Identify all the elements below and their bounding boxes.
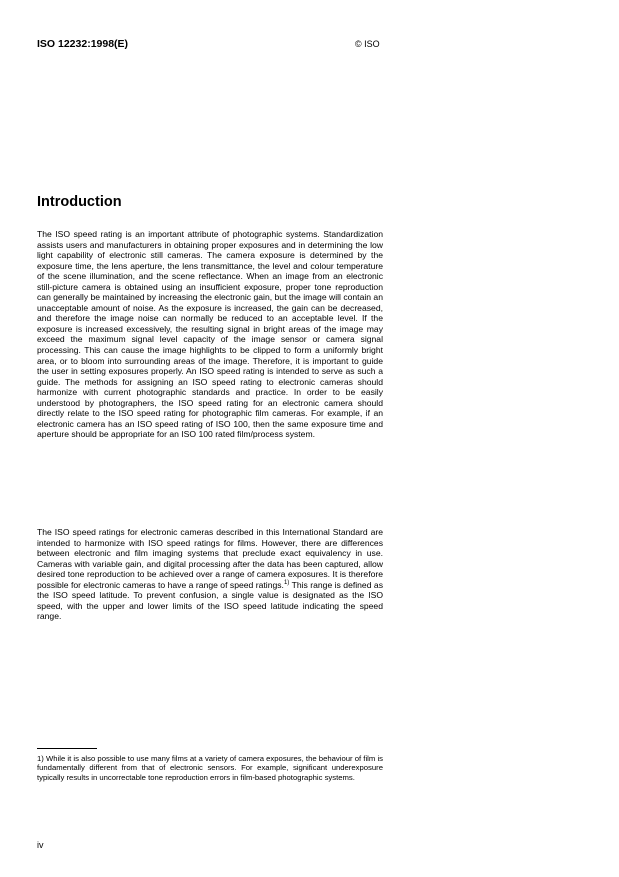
page-number: iv <box>37 840 44 850</box>
introduction-paragraph-1: The ISO speed rating is an important attribute of photographic systems. Standardization assists users and manufacturers in obtaining proper exposures and in determining the low light capability of electronic still cameras. The camera exposure is determined by the exposure time, the lens aperture, the lens transmittance, the level and colour temperature of the scene illumination, and the scene reflectance. When an image from an electronic still-picture camera is obtained using an insufficient exposure, proper tone reproduction can generally be maintained by increasing the electronic gain, but the image will contain an unacceptable amount of noise. As the exposure is increased, the gain can be decreased, and therefore the image noise can normally be reduced to an acceptable level. If the exposure is increased excessively, the resulting signal in bright areas of the image may exceed the maximum signal level capacity of the image sensor or camera signal processing. This can cause the image highlights to be clipped to form a uniformly bright area, or to bloom into surrounding areas of the image. Therefore, it is important to guide the user in setting exposures properly. An ISO speed rating is intended to serve as such a guide. The methods for assigning an ISO speed rating to electronic cameras should harmonize with current photographic standards and practice. In order to be easily understood by photographers, the ISO speed rating for an electronic camera should directly relate to the ISO speed rating for photographic film cameras. For example, if an electronic camera has an ISO speed rating of ISO 100, then the same exposure time and aperture should be appropriate for an ISO 100 rated film/process system. <box>37 229 383 440</box>
footnote-reference: 1) <box>283 579 290 586</box>
paragraph-2-text: The ISO speed ratings for electronic cameras described in this International Standard are intended to harmonize with ISO speed ratings for films. However, there are differences between electronic and film imaging systems that preclude exact equivalency in use. Cameras with variable gain, and digital processing after the data has been captured, allow desired tone reproduction to be achieved over a range of camera exposures. It is therefore possible for electronic cameras to have a range of speed ratings. <box>37 527 383 590</box>
paragraph-2-text-cont: This range is defined as the ISO speed latitude. To prevent confusion, a single value is designated as the ISO speed, with the upper and lower limits of the ISO speed latitude indicating the speed range. <box>37 579 383 622</box>
introduction-paragraph-2 <box>37 527 383 622</box>
document-id: ISO 12232:1998(E) <box>37 38 129 50</box>
section-title: Introduction <box>37 194 122 210</box>
footnote-separator <box>37 748 97 749</box>
copyright-notice: © ISO <box>355 39 380 49</box>
footnote: 1) While it is also possible to use many films at a variety of camera exposures, the behaviour of film is fundamentally different from that of electronic sensors. For example, significant underexposure typically results in uncorrectable tone reproduction errors in film-based photographic systems. <box>37 754 383 782</box>
